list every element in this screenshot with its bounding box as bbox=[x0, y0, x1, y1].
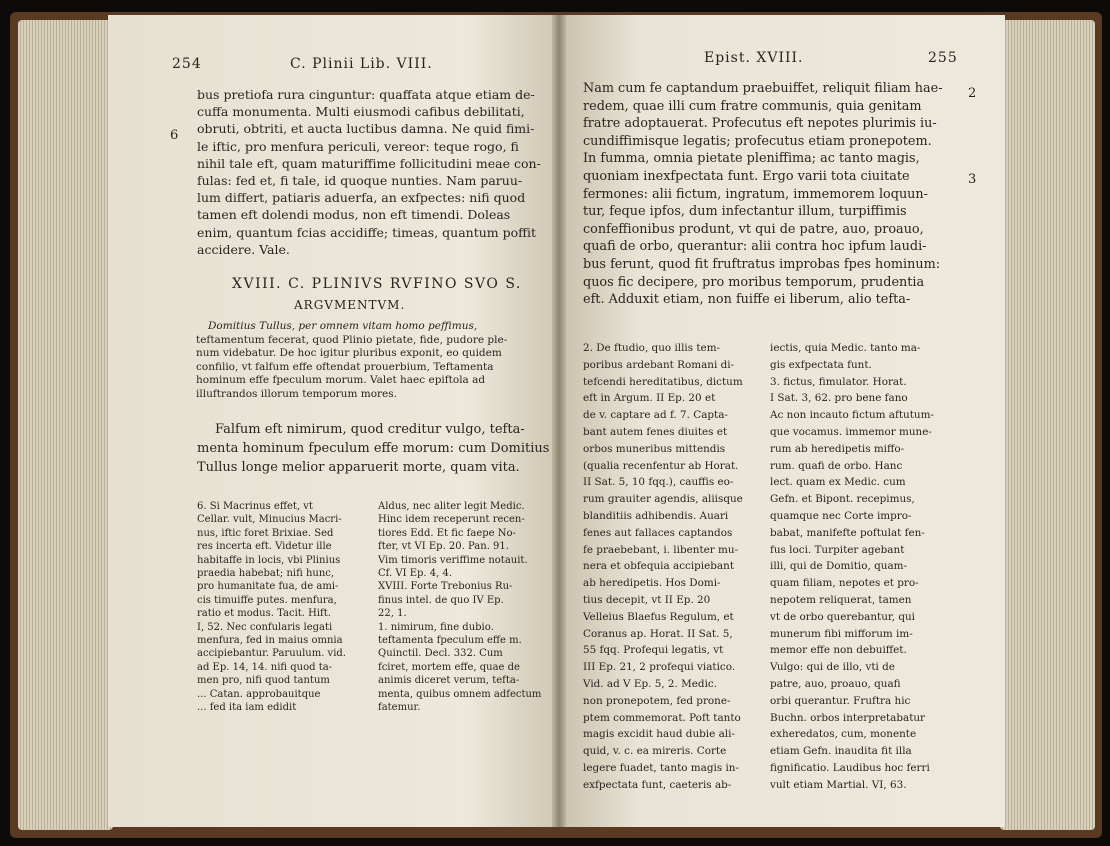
note-line: legere fuadet, tanto magis in- bbox=[583, 761, 739, 774]
note-line: magis excidit haud dubie ali- bbox=[583, 728, 735, 741]
note-line: ab heredipetis. Hos Domi- bbox=[583, 577, 721, 590]
text-line: accidere. Vale. bbox=[197, 241, 290, 257]
note-line: quamque nec Corte impro- bbox=[770, 509, 912, 522]
text-line: Nam cum fe captandum praebuiffet, reliquit filiam hae- bbox=[583, 81, 943, 96]
note-line: tiores Edd. Et fic faepe No- bbox=[378, 527, 516, 539]
book-gutter bbox=[552, 15, 566, 827]
text-line: tamen eft dolendi modus, non eft timendi. Doleas bbox=[197, 207, 511, 223]
note-line: munerum fibi mifforum im- bbox=[770, 627, 913, 640]
note-line: habitaffe in locis, vbi Plinius bbox=[197, 554, 341, 566]
text-line: quafi de orbo, querantur: alii contra hoc ipfum laudi- bbox=[583, 239, 927, 255]
text-line: menta hominum fpeculum effe morum: cum Domitius bbox=[197, 441, 550, 456]
note-line: orbi querantur. Fruftra hic bbox=[770, 694, 911, 707]
note-line: fatemur. bbox=[378, 702, 421, 714]
text-line: le iftic, pro menfura periculi, vereor: teque rogo, fi bbox=[197, 138, 519, 154]
left-page-edges bbox=[18, 20, 113, 830]
note-line: Vim timoris veriffime notauit. bbox=[378, 554, 528, 566]
note-line: poribus ardebant Romani di- bbox=[583, 358, 735, 371]
note-line: cis timuiffe putes. menfura, bbox=[197, 594, 337, 606]
letter-opening bbox=[197, 420, 550, 477]
text-line: confilio, vt falfum effe oftendat prouerbium, Teftamenta bbox=[196, 360, 494, 373]
note-line: 22, 1. bbox=[378, 608, 407, 620]
note-line: nepotem reliquerat, tamen bbox=[770, 593, 912, 606]
argument-text bbox=[196, 320, 508, 402]
note-line: nera et obfequia accipiebant bbox=[583, 560, 734, 573]
note-line: gis exfpectata funt. bbox=[770, 358, 872, 371]
text-line: confeffionibus produnt, vt qui de patre, auo, proauo, bbox=[583, 221, 924, 237]
text-line: hominum effe fpeculum morum. Valet haec epiftola ad bbox=[196, 374, 486, 387]
right-page-number: 255 bbox=[928, 50, 958, 66]
letter-title: XVIII. C. PLINIVS RVFINO SVO S. bbox=[232, 276, 522, 292]
note-line: vult etiam Martial. VI, 63. bbox=[770, 778, 907, 791]
note-line: teftamenta fpeculum effe m. bbox=[378, 635, 522, 647]
note-line: I Sat. 3, 62. pro bene fano bbox=[770, 392, 908, 405]
note-line: ad Ep. 14, 14. nifi quod ta- bbox=[197, 661, 333, 673]
note-line: ptem commemorat. Poft tanto bbox=[583, 711, 741, 724]
note-line: 3. fictus, fimulator. Horat. bbox=[770, 375, 907, 388]
note-line: babat, manifefte poftulat fen- bbox=[770, 526, 925, 539]
right-margin-number-3: 3 bbox=[968, 172, 977, 187]
note-line: illi, qui de Domitio, quam- bbox=[770, 560, 907, 573]
note-line: Coranus ap. Horat. II Sat. 5, bbox=[583, 627, 733, 640]
note-line: ratio et modus. Tacit. Hift. bbox=[197, 608, 331, 620]
note-line: tius decepit, vt II Ep. 20 bbox=[583, 593, 711, 606]
note-line: menta, quibus omnem adfectum bbox=[378, 688, 542, 700]
right-notes-column-1 bbox=[583, 340, 743, 794]
note-line: III Ep. 21, 2 profequi viatico. bbox=[583, 661, 736, 674]
note-line: 55 fqq. Profequi legatis, vt bbox=[583, 644, 724, 657]
text-line: teftamentum fecerat, quod Plinio pietate, fide, pudore ple- bbox=[196, 333, 508, 346]
note-line: XVIII. Forte Trebonius Ru- bbox=[378, 581, 513, 593]
note-line: exfpectata funt, caeteris ab- bbox=[583, 778, 732, 791]
text-line: nihil tale eft, quam maturiffime follicitudini meae con- bbox=[197, 155, 541, 171]
note-line: etiam Gefn. inaudita fit illa bbox=[770, 745, 912, 758]
note-line: memor effe non debuiffet. bbox=[770, 644, 907, 657]
note-line: animis diceret verum, tefta- bbox=[378, 675, 520, 687]
note-line: II Sat. 5, 10 fqq.), cauffis eo- bbox=[583, 476, 734, 489]
text-line: Domitius Tullus, per omnem vitam homo peffimus, bbox=[208, 320, 478, 332]
text-line: eft. Adduxit etiam, non fuiffe ei liberum, alio tefta- bbox=[583, 292, 911, 308]
note-line: Cellar. vult, Minucius Macri- bbox=[197, 514, 342, 526]
note-line: Vulgo: qui de illo, vti de bbox=[770, 661, 895, 674]
text-line: fratre adoptauerat. Profecutus eft nepotes plurimis iu- bbox=[583, 116, 937, 132]
text-line: Falfum eft nimirum, quod creditur vulgo, tefta- bbox=[215, 422, 525, 437]
note-line: Aldus, nec aliter legit Medic. bbox=[378, 501, 525, 512]
text-line: quoniam inexfpectata funt. Ergo varii tota ciuitate bbox=[583, 168, 910, 184]
note-line: de v. captare ad f. 7. Capta- bbox=[583, 409, 728, 422]
note-line: fciret, mortem effe, quae de bbox=[378, 661, 520, 673]
note-line: fignificatio. Laudibus hoc ferri bbox=[770, 761, 930, 774]
note-line: non pronepotem, fed prone- bbox=[583, 694, 731, 707]
left-notes-column-1 bbox=[197, 500, 346, 715]
left-page-number: 254 bbox=[172, 56, 202, 72]
text-line: In fumma, omnia pietate pleniffima; ac tanto magis, bbox=[583, 151, 920, 167]
note-line: quam filiam, nepotes et pro- bbox=[770, 577, 919, 590]
note-line: menfura, fed in maius omnia bbox=[197, 635, 343, 647]
note-line: Hinc idem receperunt recen- bbox=[378, 514, 525, 526]
left-body-text bbox=[197, 86, 541, 258]
note-line: men pro, nifi quod tantum bbox=[197, 675, 330, 687]
text-line: Tullus longe melior apparuerit morte, quam vita. bbox=[197, 460, 520, 475]
text-line: fermones: alii fictum, ingratum, immemorem loquun- bbox=[583, 186, 928, 202]
note-line: 6. Si Macrinus effet, vt bbox=[197, 501, 313, 512]
note-line: exheredatos, cum, monente bbox=[770, 728, 917, 741]
note-line: rum. quafi de orbo. Hanc bbox=[770, 459, 903, 472]
note-line: Vid. ad V Ep. 5, 2. Medic. bbox=[583, 677, 718, 690]
note-line: ... fed ita iam edidit bbox=[197, 702, 297, 714]
note-line: Buchn. orbos interpretabatur bbox=[770, 711, 926, 724]
right-page-edges bbox=[1000, 20, 1095, 830]
note-line: bant autem fenes diuites et bbox=[583, 425, 728, 438]
note-line: tefcendi hereditatibus, dictum bbox=[583, 375, 743, 388]
note-line: Quinctil. Decl. 332. Cum bbox=[378, 648, 503, 660]
note-line: fus loci. Turpiter agebant bbox=[770, 543, 905, 556]
text-line: obruti, obtriti, et aucta luctibus damna. Ne quid fimi- bbox=[197, 121, 535, 137]
note-line: orbos muneribus mittendis bbox=[583, 442, 726, 455]
note-line: praedia habebat; nifi hunc, bbox=[197, 568, 335, 580]
note-line: que vocamus. immemor mune- bbox=[770, 425, 932, 438]
text-line: tur, feque ipfos, dum infectantur illum, turpiffimis bbox=[583, 204, 907, 220]
argumentum-title: ARGVMENTVM. bbox=[294, 298, 406, 312]
note-line: Velleius Blaefus Regulum, et bbox=[583, 610, 734, 623]
note-line: vt de orbo querebantur, qui bbox=[770, 610, 915, 623]
note-line: res incerta eft. Videtur ille bbox=[197, 541, 332, 553]
right-body-text bbox=[583, 80, 943, 309]
left-margin-number: 6 bbox=[170, 128, 179, 143]
note-line: pro humanitate fua, de ami- bbox=[197, 581, 339, 593]
note-line: Cf. VI Ep. 4, 4. bbox=[378, 568, 453, 580]
note-line: quid, v. c. ea mireris. Corte bbox=[583, 745, 727, 758]
right-margin-number-2: 2 bbox=[968, 86, 977, 101]
note-line: iectis, quia Medic. tanto ma- bbox=[770, 342, 921, 354]
left-running-head: C. Plinii Lib. VIII. bbox=[290, 56, 433, 72]
note-line: 1. nimirum, fine dubio. bbox=[378, 621, 494, 633]
note-line: ... Catan. approbauitque bbox=[197, 688, 321, 700]
text-line: num videbatur. De hoc igitur pluribus exponit, eo quidem bbox=[196, 347, 502, 360]
text-line: cuffa monumenta. Multi eiusmodi cafibus debilitati, bbox=[197, 104, 525, 120]
note-line: eft in Argum. II Ep. 20 et bbox=[583, 392, 716, 405]
note-line: I, 52. Nec confularis legati bbox=[197, 621, 333, 633]
note-line: fter, vt VI Ep. 20. Pan. 91. bbox=[378, 541, 509, 553]
note-line: nus, iftic foret Brixiae. Sed bbox=[197, 527, 334, 539]
note-line: fenes aut fallaces captandos bbox=[583, 526, 733, 539]
right-notes-column-2 bbox=[770, 340, 934, 794]
note-line: lect. quam ex Medic. cum bbox=[770, 476, 906, 489]
text-line: cundiffimisque legatis; profecutus etiam pronepotem. bbox=[583, 133, 932, 149]
note-line: finus intel. de quo IV Ep. bbox=[378, 594, 504, 606]
note-line: fe praebebant, i. libenter mu- bbox=[583, 543, 739, 556]
note-line: rum grauiter agendis, aliisque bbox=[583, 493, 743, 506]
note-line: rum ab heredipetis miffo- bbox=[770, 442, 905, 455]
left-notes-column-2 bbox=[378, 500, 541, 715]
text-line: lum differt, patiaris aduerfa, an exfpectes: nifi quod bbox=[197, 190, 526, 206]
note-line: (qualia recenfentur ab Horat. bbox=[583, 459, 739, 472]
text-line: bus pretiofa rura cinguntur: quaffata atque etiam de- bbox=[197, 87, 535, 102]
note-line: blanditiis adhibendis. Auari bbox=[583, 509, 729, 522]
text-line: redem, quae illi cum fratre communis, quia genitam bbox=[583, 98, 922, 114]
note-line: Gefn. et Bipont. recepimus, bbox=[770, 493, 915, 506]
text-line: quos fic decipere, pro moribus temporum, prudentia bbox=[583, 274, 925, 290]
text-line: enim, quantum fcias accidiffe; timeas, quantum poffit bbox=[197, 224, 537, 240]
note-line: patre, auo, proauo, quafi bbox=[770, 677, 901, 690]
right-running-head: Epist. XVIII. bbox=[704, 50, 804, 66]
note-line: accipiebantur. Paruulum. vid. bbox=[197, 648, 346, 660]
text-line: fulas: fed et, fi tale, id quoque nunties. Nam paruu- bbox=[197, 173, 523, 189]
note-line: Ac non incauto fictum aftutum- bbox=[770, 409, 934, 422]
text-line: bus ferunt, quod fit fruftratus improbas fpes hominum: bbox=[583, 256, 941, 272]
text-line: illuftrandos illorum temporum mores. bbox=[196, 387, 397, 400]
note-line: 2. De ftudio, quo illis tem- bbox=[583, 342, 721, 354]
